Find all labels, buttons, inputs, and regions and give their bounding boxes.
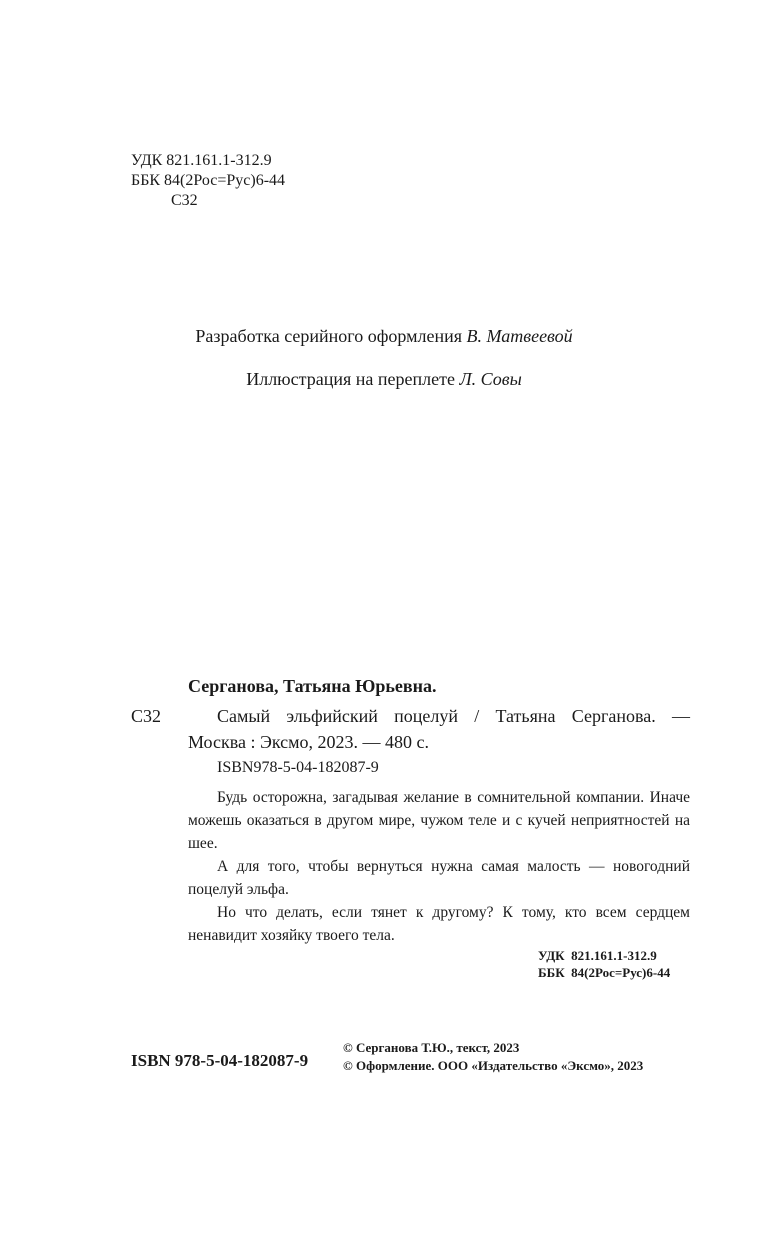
footer-bbk-label: ББК (538, 965, 565, 980)
annotation-paragraph-3: Но что делать, если тянет к другому? К тому, кто всем сердцем ненавидит хозяйку твоего тела. (188, 904, 690, 944)
catalog-title-line-2: Москва : Эксмо, 2023. — 480 с. (188, 732, 430, 752)
illustration-name: Л. Совы (459, 369, 522, 389)
catalog-title-line-1: Самый эльфийский поцелуй / Татьяна Серганова. — (217, 706, 690, 726)
footer-udk-value: 821.161.1-312.9 (571, 948, 657, 963)
copyright-text: © Серганова Т.Ю., текст, 2023 (343, 1040, 520, 1055)
imprint-isbn: ISBN 978-5-04-182087-9 (131, 1051, 309, 1070)
footer-bbk (538, 963, 670, 982)
footer-udk-label: УДК (538, 948, 565, 963)
annotation (188, 786, 690, 947)
annotation-paragraph-1: Будь осторожна, загадывая желание в сомнительной компании. Иначе можешь оказаться в другом мире, чужом теле и с кучей неприятностей на шее. (188, 789, 690, 852)
series-design-credit (0, 323, 768, 349)
annotation-paragraph-2: А для того, чтобы вернуться нужна самая малость — новогодний поцелуй эльфа. (188, 858, 690, 898)
author-mark: С32 (171, 192, 198, 209)
catalog-author-mark: С32 (131, 706, 162, 726)
illustration-prefix: Иллюстрация на переплете (246, 369, 455, 389)
catalog-isbn: ISBN978-5-04-182087-9 (217, 759, 379, 776)
bbk-code: ББК 84(2Рос=Рус)6-44 (131, 172, 286, 189)
copyright-design: © Оформление. ООО «Издательство «Эксмо», 2023 (343, 1058, 644, 1073)
illustration-credit (0, 366, 768, 392)
author-heading: Серганова, Татьяна Юрьевна. (188, 676, 437, 696)
series-design-name: В. Матвеевой (466, 326, 573, 346)
series-design-prefix: Разработка серийного оформления (195, 326, 463, 346)
footer-bbk-value: 84(2Рос=Рус)6-44 (571, 965, 671, 980)
udk-code: УДК 821.161.1-312.9 (131, 152, 272, 169)
